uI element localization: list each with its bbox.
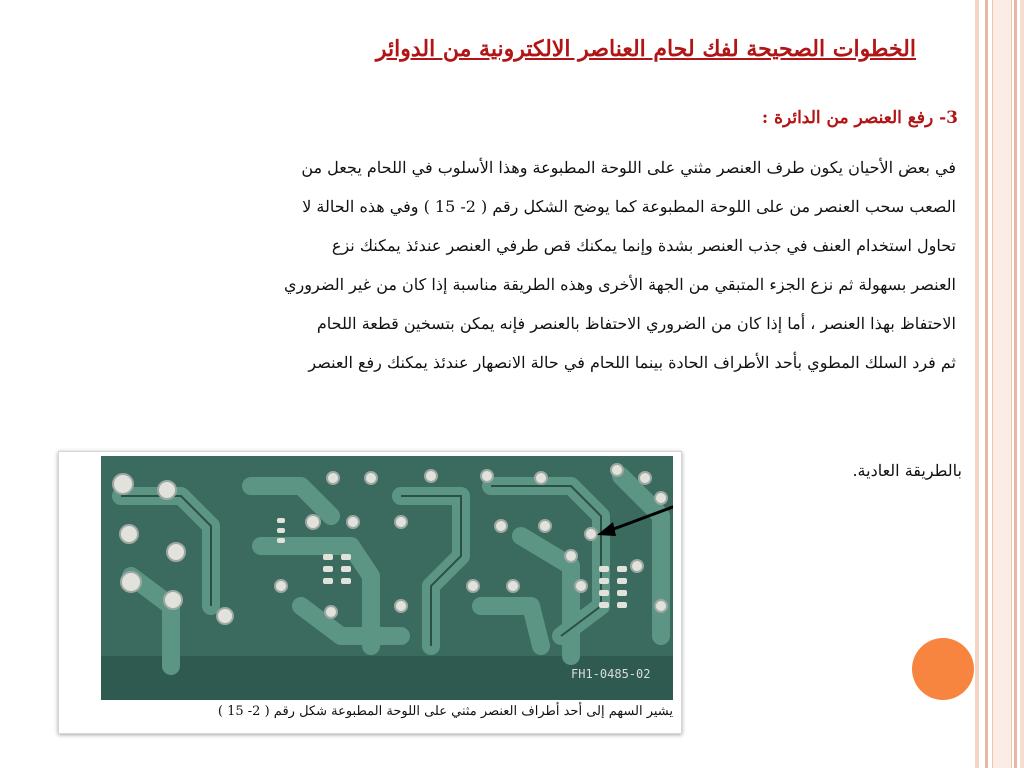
figure-caption: يشير السهم إلى أحد أطراف العنصر مثني على اللوحة المطبوعة شكل رقم ( 2- 15 ) <box>217 704 673 719</box>
decor-edge-bar <box>985 0 988 768</box>
figure-frame <box>58 451 682 734</box>
decor-edge-bar <box>1020 0 1024 768</box>
paragraph-line: ثم فرد السلك المطوي بأحد الأطراف الحادة بينما اللحام في حالة الانصهار عندئذ يمكنك رفع العنصر <box>308 353 956 372</box>
circuit-board-photo <box>101 456 673 700</box>
board-marking: FH1-0485-02 <box>571 667 651 681</box>
decor-orange-circle <box>912 638 974 700</box>
body-paragraph <box>40 148 956 382</box>
decor-edge-bar <box>992 0 1012 768</box>
decor-edge-bar <box>975 0 979 768</box>
decor-edge-bar <box>1014 0 1017 768</box>
paragraph-last-line: بالطريقة العادية. <box>852 461 962 480</box>
paragraph-line: العنصر بسهولة ثم نزع الجزء المتبقي من الجهة الأخرى وهذه الطريقة مناسبة إذا كان من غير الضروري <box>284 275 956 294</box>
section-heading: 3- رفع العنصر من الدائرة : <box>761 108 958 128</box>
paragraph-line: الاحتفاظ بهذا العنصر ، أما إذا كان من الضروري الاحتفاظ بالعنصر فإنه يمكن بتسخين قطعة اللحام <box>316 314 956 333</box>
pcb-illustration <box>101 456 673 700</box>
paragraph-line: في بعض الأحيان يكون طرف العنصر مثني على اللوحة المطبوعة وهذا الأسلوب في اللحام يجعل من <box>301 158 956 177</box>
paragraph-line: تحاول استخدام العنف في جذب العنصر بشدة وإنما يمكنك قص طرفي العنصر عندئذ يمكنك نزع <box>331 236 956 255</box>
slide-title: الخطوات الصحيحة لفك لحام العناصر الالكترونية من الدوائر <box>375 36 916 62</box>
paragraph-line: الصعب سحب العنصر من على اللوحة المطبوعة كما يوضح الشكل رقم ( 2- 15 ) وفي هذه الحالة لا <box>302 197 956 216</box>
